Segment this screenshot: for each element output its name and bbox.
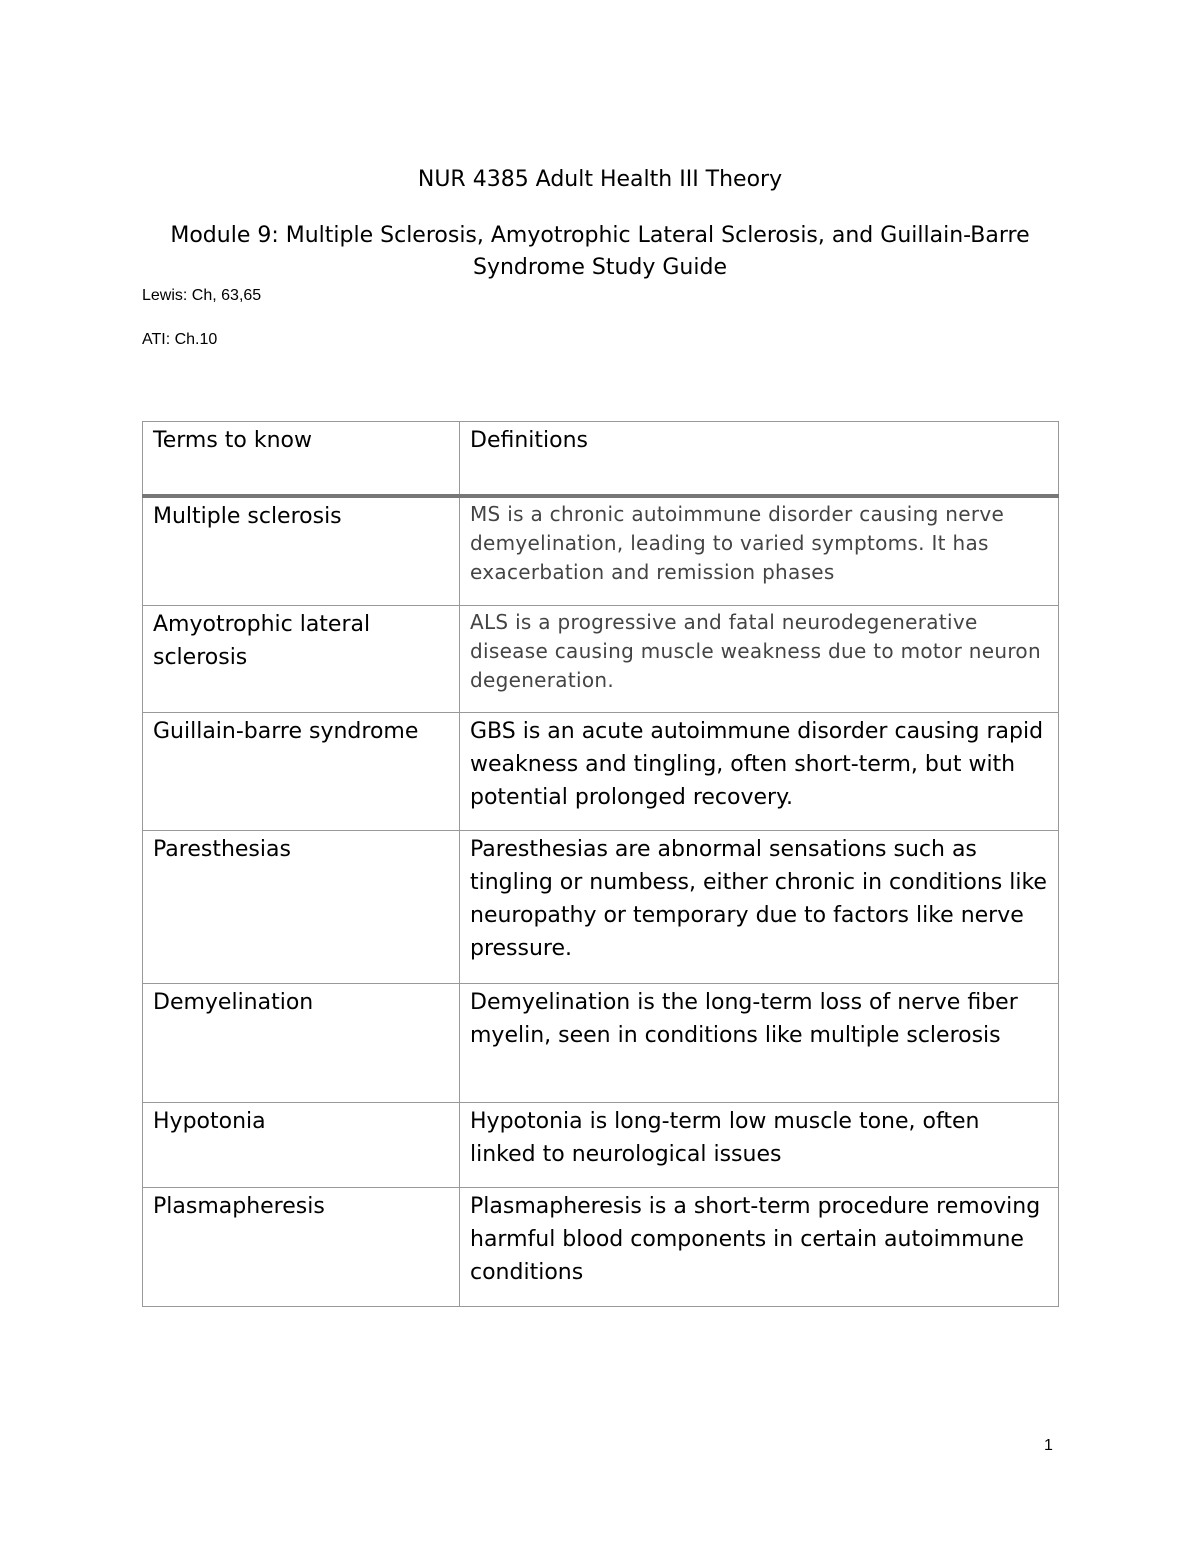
header-terms: Terms to know	[143, 422, 460, 497]
definition-cell: Hypotonia is long-term low muscle tone, often linked to neurological issues	[460, 1103, 1059, 1188]
definition-cell: Demyelination is the long-term loss of nerve fiber myelin, seen in conditions like multiple sclerosis	[460, 984, 1059, 1103]
definition-cell: MS is a chronic autoimmune disorder causing nerve demyelination, leading to varied symptoms. It has exacerbation and remission phases	[460, 496, 1059, 606]
term-cell: Hypotonia	[143, 1103, 460, 1188]
page-number: 1	[1044, 1437, 1053, 1454]
table-row	[143, 713, 1059, 831]
ati-reference: ATI: Ch.10	[142, 331, 218, 348]
definition-cell: ALS is a progressive and fatal neurodegenerative disease causing muscle weakness due to motor neuron degeneration.	[460, 606, 1059, 713]
term-cell: Paresthesias	[143, 831, 460, 984]
term-cell: Multiple sclerosis	[143, 496, 460, 606]
term-cell: Plasmapheresis	[143, 1188, 460, 1307]
header-definitions: Definitions	[460, 422, 1059, 497]
table-row	[143, 1188, 1059, 1307]
terms-table	[142, 421, 1059, 1307]
definition-cell: Plasmapheresis is a short-term procedure removing harmful blood components in certain autoimmune conditions	[460, 1188, 1059, 1307]
table-row	[143, 1103, 1059, 1188]
term-cell: Demyelination	[143, 984, 460, 1103]
term-cell: Guillain-barre syndrome	[143, 713, 460, 831]
table-header-row	[143, 422, 1059, 497]
table-row	[143, 984, 1059, 1103]
table-row	[143, 831, 1059, 984]
term-cell: Amyotrophic lateral sclerosis	[143, 606, 460, 713]
document-title: NUR 4385 Adult Health III Theory	[417, 167, 783, 192]
module-subtitle: Module 9: Multiple Sclerosis, Amyotrophic Lateral Sclerosis, and Guillain-Barre Syndrome Study Guide	[170, 223, 1030, 280]
definition-cell: GBS is an acute autoimmune disorder causing rapid weakness and tingling, often short-term, but with potential prolonged recovery.	[460, 713, 1059, 831]
table-row	[143, 496, 1059, 606]
definition-cell: Paresthesias are abnormal sensations such as tingling or numbess, either chronic in conditions like neuropathy or temporary due to factors like nerve pressure.	[460, 831, 1059, 984]
table-row	[143, 606, 1059, 713]
lewis-reference: Lewis: Ch, 63,65	[142, 287, 262, 304]
